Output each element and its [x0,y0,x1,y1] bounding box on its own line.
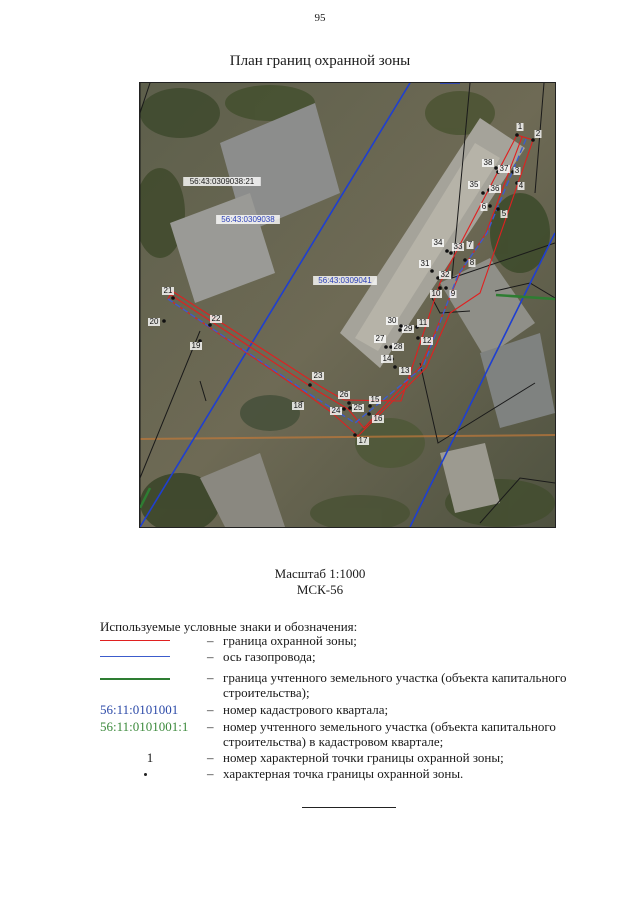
boundary-point-number: 33 [453,242,463,251]
cadastral-number-label: 56:43:0309038:21 [189,177,255,186]
boundary-point-marker [488,204,492,208]
boundary-point-marker [367,412,371,416]
boundary-point-marker [393,365,397,369]
point-number-sample: 1 [146,750,154,765]
boundary-point-number: 15 [370,395,380,404]
parcel-number-sample: 56:11:0101001:1 [100,719,189,734]
boundary-point-number: 9 [450,289,456,298]
boundary-point-marker [208,323,212,327]
legend-dash: – [207,702,214,717]
boundary-point-marker [444,286,448,290]
boundary-point-number: 36 [490,184,500,193]
boundary-point-marker [368,404,372,408]
map-canvas [140,83,555,527]
boundary-point-number: 31 [420,259,430,268]
legend-description: характерная точка границы охранной зоны. [223,766,464,781]
parcel-boundary-symbol [100,678,170,680]
boundary-point-marker [449,251,453,255]
scale-ratio: Масштаб 1:1000 [274,566,366,581]
point-marker-symbol [144,773,147,776]
boundary-point-number: 30 [387,316,397,325]
boundary-point-number: 25 [353,403,363,412]
boundary-point-marker [171,296,175,300]
signature-line [302,807,396,808]
legend-description: номер характерной точки границы охранной зоны; [223,750,504,765]
boundary-point-number: 23 [313,371,323,380]
boundary-point-number: 19 [191,341,201,350]
boundary-point-number: 1 [517,122,523,131]
cadastral-number-label: 56:43:0309038 [221,215,275,224]
boundary-point-marker [347,401,351,405]
boundary-point-number: 6 [481,202,487,211]
legend-description: граница охранной зоны; [223,633,357,648]
gas-axis-symbol [100,656,170,657]
boundary-point-marker [348,406,352,410]
boundary-point-number: 13 [400,366,410,375]
boundary-point-number: 8 [469,258,475,267]
coordinate-system: МСК-56 [296,582,344,597]
boundary-point-marker [445,249,449,253]
boundary-point-marker [494,166,498,170]
boundary-point-marker [416,336,420,340]
legend-description: номер учтенного земельного участка (объекта капитального строительства) в кадастровом квартале; [223,719,556,749]
boundary-point-marker [531,138,535,142]
legend-description: номер кадастрового квартала; [223,702,389,717]
quarter-number-sample: 56:11:0101001 [100,702,179,717]
boundary-point-number: 4 [518,181,524,190]
boundary-point-number: 32 [440,270,450,279]
boundary-point-number: 28 [393,342,403,351]
legend-dash: – [207,750,214,765]
boundary-point-number: 38 [483,158,493,167]
boundary-point-number: 29 [403,324,413,333]
boundary-point-marker [342,407,346,411]
boundary-point-number: 18 [293,401,303,410]
boundary-point-marker [353,433,357,437]
boundary-point-number: 20 [149,317,159,326]
boundary-point-marker [308,383,312,387]
legend-description: граница учтенного земельного участка (объекта капитального строительства); [223,670,567,700]
legend-description: ось газопровода; [223,649,316,664]
scale-block [0,566,640,598]
page-title: План границ охранной зоны [229,53,411,69]
cadastral-number-label: 56:43:0309041 [318,276,372,285]
boundary-point-number: 35 [469,180,479,189]
legend-dash: – [207,649,214,664]
boundary-point-number: 34 [433,238,443,247]
boundary-point-number: 24 [331,406,341,415]
boundary-point-number: 7 [467,240,473,249]
boundary-point-marker [515,133,519,137]
boundary-point-number: 14 [382,354,392,363]
boundary-point-number: 12 [422,336,432,345]
map [139,82,556,528]
legend-title: Используемые условные знаки и обозначения: [100,619,358,634]
boundary-point-number: 3 [514,166,520,175]
boundary-point-number: 37 [499,164,509,173]
legend-dash: – [207,766,214,781]
boundary-point-number: 10 [431,289,441,298]
page-number: 95 [314,12,326,24]
boundary-point-marker [398,328,402,332]
boundary-point-number: 22 [211,314,221,323]
boundary-point-number: 5 [501,209,507,218]
boundary-point-number: 11 [418,318,428,327]
boundary-point-marker [399,324,403,328]
boundary-point-marker [496,207,500,211]
boundary-point-number: 17 [358,436,368,445]
boundary-point-marker [162,319,166,323]
boundary-point-number: 16 [373,414,383,423]
legend-dash: – [207,633,214,648]
boundary-point-marker [430,269,434,273]
boundary-point-marker [384,345,388,349]
legend-dash: – [207,719,214,734]
boundary-point-number: 21 [163,286,173,295]
boundary-point-number: 2 [535,129,541,138]
zone-boundary-symbol [100,640,170,641]
legend-dash: – [207,670,214,685]
boundary-point-marker [463,258,467,262]
boundary-point-marker [481,191,485,195]
boundary-point-number: 27 [375,334,385,343]
boundary-point-number: 26 [339,390,349,399]
